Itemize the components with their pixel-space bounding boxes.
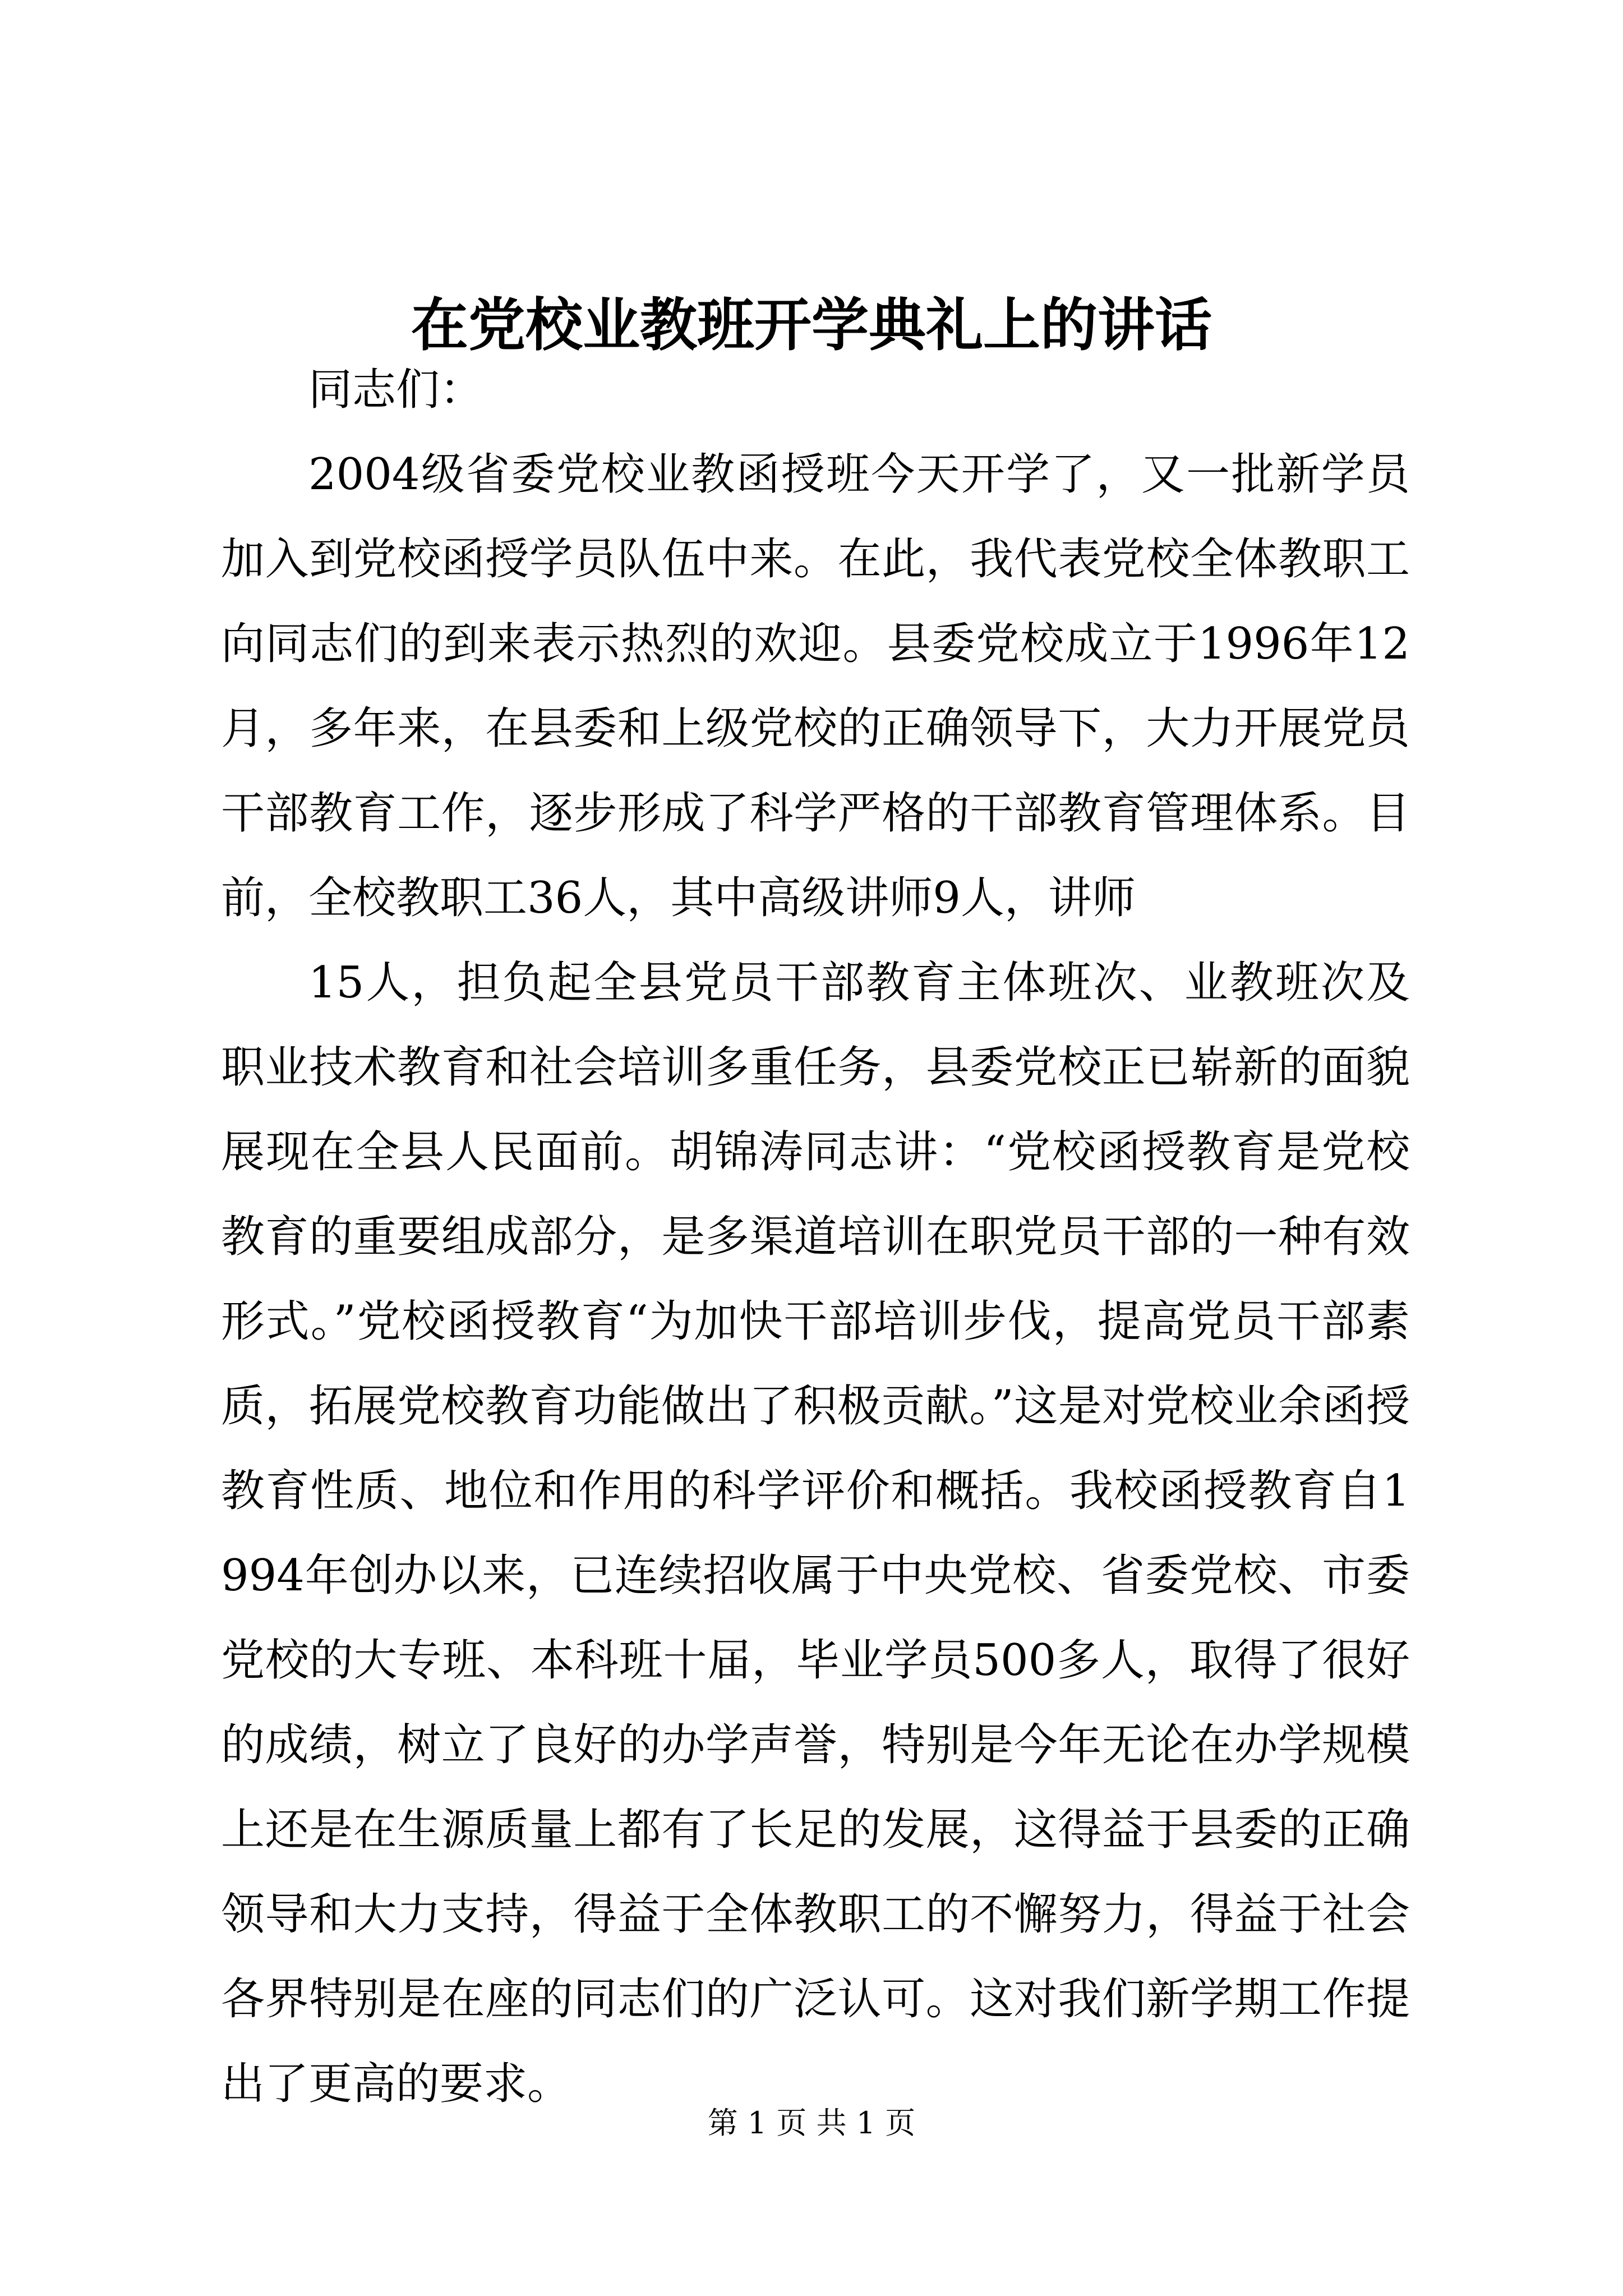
- paragraph-2: 15人，担负起全县党员干部教育主体班次、业教班次及职业技术教育和社会培训多重任务，县委党校正已崭新的面貌展现在全县人民面前。胡锦涛同志讲：“党校函授教育是党校教育的重要组成部分，是多渠道培训在职党员干部的一种有效形式。”党校函授教育“为加快干部培训步伐，提高党员干部素质，拓展党校教育功能做出了积极贡献。”这是对党校业余函授教育性质、地位和作用的科学评价和概括。我校函授教育自1994年创办以来，已连续招收属于中央党校、省委党校、市委党校的大专班、本科班十届，毕业学员500多人，取得了很好的成绩，树立了良好的办学声誉，特别是今年无论在办学规模上还是在生源质量上都有了长足的发展，这得益于县委的正确领导和大力支持，得益于全体教职工的不懈努力，得益于社会各界特别是在座的同志们的广泛认可。这对我们新学期工作提出了更高的要求。: [221, 958, 1410, 2109]
- page-number-footer: 第 1 页 共 1 页: [707, 2105, 916, 2141]
- paragraph-1: 2004级省委党校业教函授班今天开学了，又一批新学员加入到党校函授学员队伍中来。在此，我代表党校全体教职工向同志们的到来表示热烈的欢迎。县委党校成立于1996年12月，多年来，在县委和上级党校的正确领导下，大力开展党员干部教育工作，逐步形成了科学严格的干部教育管理体系。目前，全校教职工36人，其中高级讲师9人，讲师: [221, 449, 1410, 923]
- document-body: [221, 348, 1410, 2127]
- document-title: 在党校业教班开学典礼上的讲话: [411, 292, 1212, 359]
- salutation: 同志们：: [308, 365, 484, 415]
